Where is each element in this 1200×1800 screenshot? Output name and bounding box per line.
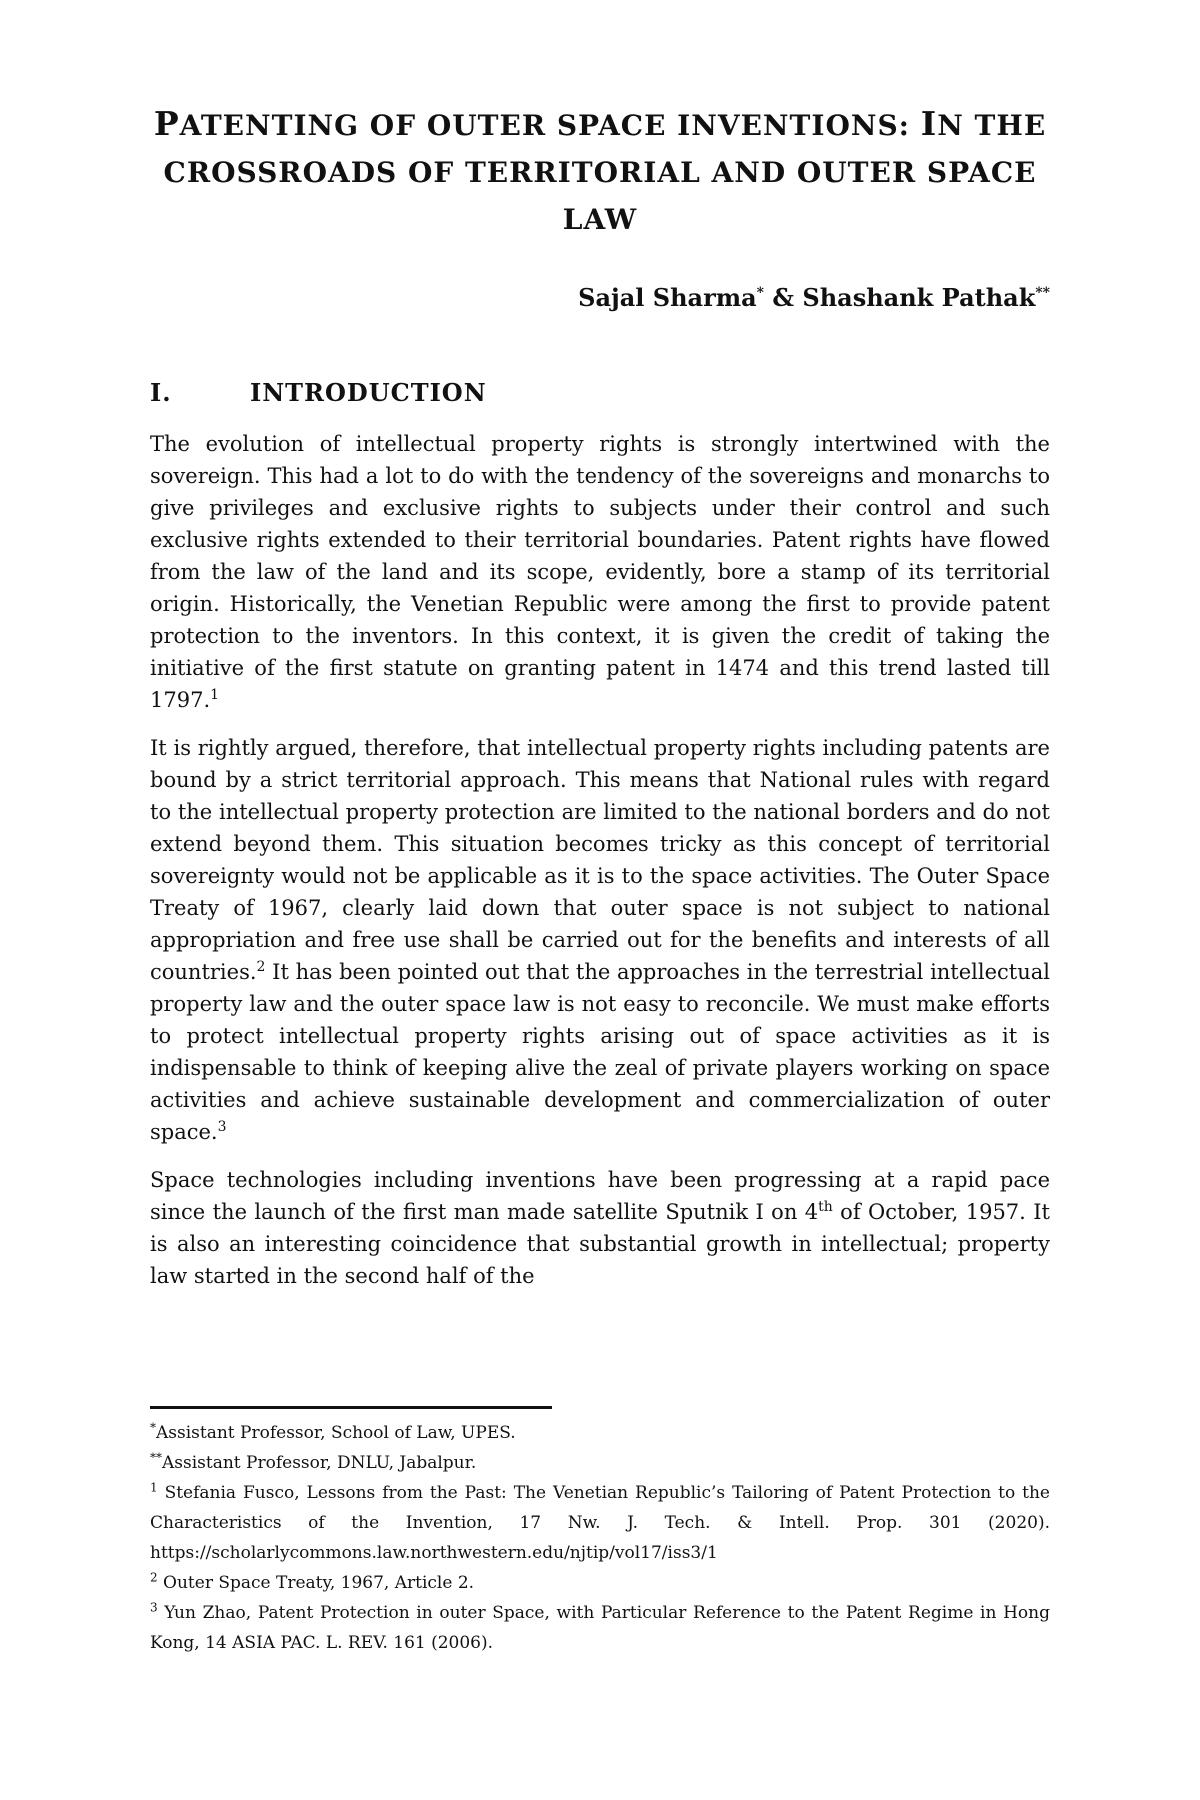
body-text	[150, 428, 1050, 1308]
author-name: Sajal Sharma	[578, 283, 757, 312]
footnote-reference[interactable]: 1	[210, 687, 220, 703]
footnote: $^1$ Stefania Fusco, Lessons from the Past: The Venetian Republic’s Tailoring of Patent Protection to the Characteristics of the Invention, 17 Nw. J. Tech. & Intell. Prop. 301 (2020). https://scholarlycommons.law.northwestern.edu/njtip/vol17/iss3/1	[150, 1480, 1050, 1563]
section-title: INTRODUCTION	[250, 378, 487, 407]
footnote: $^2$ Outer Space Treaty, 1967, Article 2.	[150, 1570, 475, 1593]
paragraph: The evolution of intellectual property rights is strongly intertwined with the sovereign. This had a lot to do with the tendency of the sovereigns and monarchs to give privileges and exclusive rights to subjects under their control and such exclusive rights extended to their territorial boundaries. Patent rights have flowed from the law of the land and its scope, evidently, bore a stamp of its territorial origin. Historically, the Venetian Republic were among the first to provide patent protection to the inventors. In this context, it is given the credit of taking the initiative of the first statute on granting patent in 1474 and this trend lasted till 1797.$^1$	[150, 432, 1050, 712]
footnote-mark: 2	[150, 1570, 158, 1585]
footnote: *Assistant Professor, School of Law, UPES.	[150, 1420, 516, 1443]
footnote: **Assistant Professor, DNLU, Jabalpur.	[150, 1450, 477, 1473]
article-title	[120, 100, 1080, 243]
author-name: Shashank Pathak	[802, 283, 1036, 312]
author-footnote-mark[interactable]: **	[1035, 285, 1050, 301]
footnote-separator	[150, 1406, 552, 1409]
ordinal-suffix: th	[818, 1199, 833, 1215]
author-footnote-mark[interactable]: *	[756, 285, 764, 301]
paragraph: Space technologies including inventions have been progressing at a rapid pace since the launch of the first man made satellite Sputnik I on 4th of October, 1957. It is also an interesting coincidence that substantial growth in intellectual; property law started in the second half of the	[150, 1168, 1050, 1288]
section-heading	[150, 378, 487, 407]
title-line-2: CROSSROADS OF TERRITORIAL AND OUTER SPACE	[163, 156, 1037, 189]
section-number: I.	[150, 378, 172, 407]
paragraph: It is rightly argued, therefore, that intellectual property rights including patents are bound by a strict territorial approach. This means that National rules with regard to the intellectual property protection are limited to the national borders and do not extend beyond them. This situation becomes tricky as this concept of territorial sovereignty would not be applicable as it is to the space activities. The Outer Space Treaty of 1967, clearly laid down that outer space is not subject to national appropriation and free use shall be carried out for the benefits and interests of all countries.$^2$ It has been pointed out that the approaches in the terrestrial intellectual property law and the outer space law is not easy to reconcile. We must make efforts to protect intellectual property rights arising out of space activities as it is indispensable to think of keeping alive the zeal of private players working on space activities and achieve sustainable development and commercialization of outer space.$^3$	[150, 736, 1050, 1144]
footnote-mark: 3	[150, 1600, 158, 1615]
footnote-reference[interactable]: 3	[217, 1119, 227, 1135]
title-line-3: LAW	[562, 203, 638, 236]
footnote-reference[interactable]: 2	[256, 959, 266, 975]
author-line: Sajal Sharma* & Shashank Pathak**	[578, 283, 1050, 312]
title-line-1: PATENTING OF OUTER SPACE INVENTIONS: IN THE	[153, 104, 1047, 143]
footnotes	[150, 1418, 1050, 1658]
footnote-mark: 1	[150, 1480, 158, 1495]
footnote: $^3$ Yun Zhao, Patent Protection in outer Space, with Particular Reference to the Patent Regime in Hong Kong, 14 ASIA PAC. L. REV. 161 (2006).	[150, 1600, 1050, 1653]
footnote-mark: **	[150, 1450, 162, 1465]
footnote-mark: *	[150, 1420, 156, 1435]
